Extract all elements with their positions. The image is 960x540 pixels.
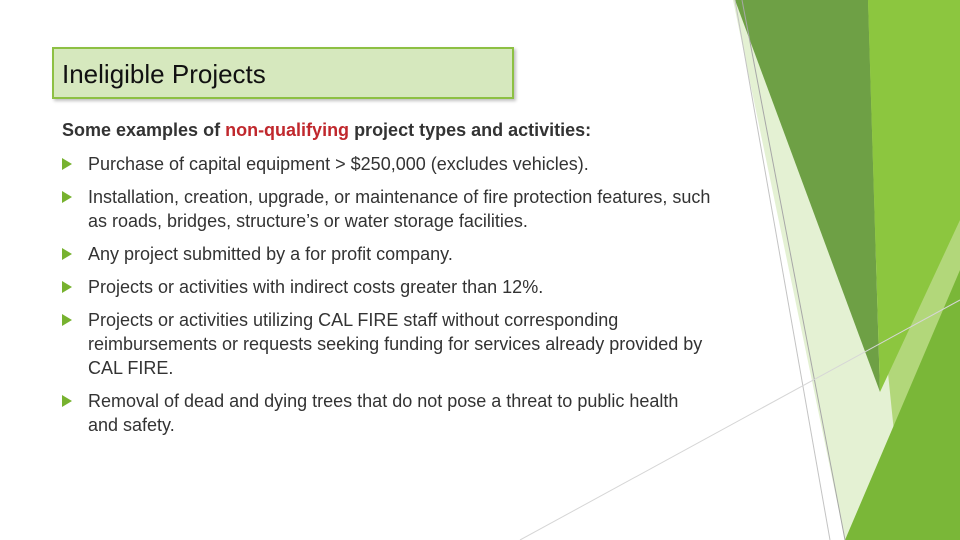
bullet-item	[62, 185, 712, 233]
triangle-right-icon	[62, 158, 72, 170]
bullet-text: Purchase of capital equipment > $250,000 (excludes vehicles).	[88, 154, 589, 174]
bullet-item	[62, 275, 712, 299]
title-box	[52, 47, 514, 99]
bullet-item	[62, 308, 712, 380]
bullet-item	[62, 242, 712, 266]
triangle-right-icon	[62, 191, 72, 203]
intro-text	[62, 120, 591, 141]
bullet-text: Any project submitted by a for profit company.	[88, 244, 453, 264]
bullet-text: Projects or activities with indirect costs greater than 12%.	[88, 277, 544, 297]
slide-title: Ineligible Projects	[62, 59, 266, 89]
triangle-right-icon	[62, 248, 72, 260]
bullet-item	[62, 389, 712, 437]
bullet-text: Projects or activities utilizing CAL FIRE staff without corresponding reimbursements or requests seeking funding for services already provided by CAL FIRE.	[88, 310, 703, 378]
intro-after: project types and activities:	[349, 120, 592, 140]
triangle-right-icon	[62, 281, 72, 293]
triangle-right-icon	[62, 395, 72, 407]
bullet-text: Installation, creation, upgrade, or maintenance of fire protection features, such as roads, bridges, structure’s or water storage facilities.	[88, 187, 711, 231]
intro-highlight: non-qualifying	[225, 120, 350, 140]
intro-before: Some examples of	[62, 120, 226, 140]
triangle-right-icon	[62, 314, 72, 326]
bullet-text: Removal of dead and dying trees that do not pose a threat to public health and safety.	[88, 391, 679, 435]
bullet-list	[62, 152, 712, 446]
bullet-item	[62, 152, 712, 176]
